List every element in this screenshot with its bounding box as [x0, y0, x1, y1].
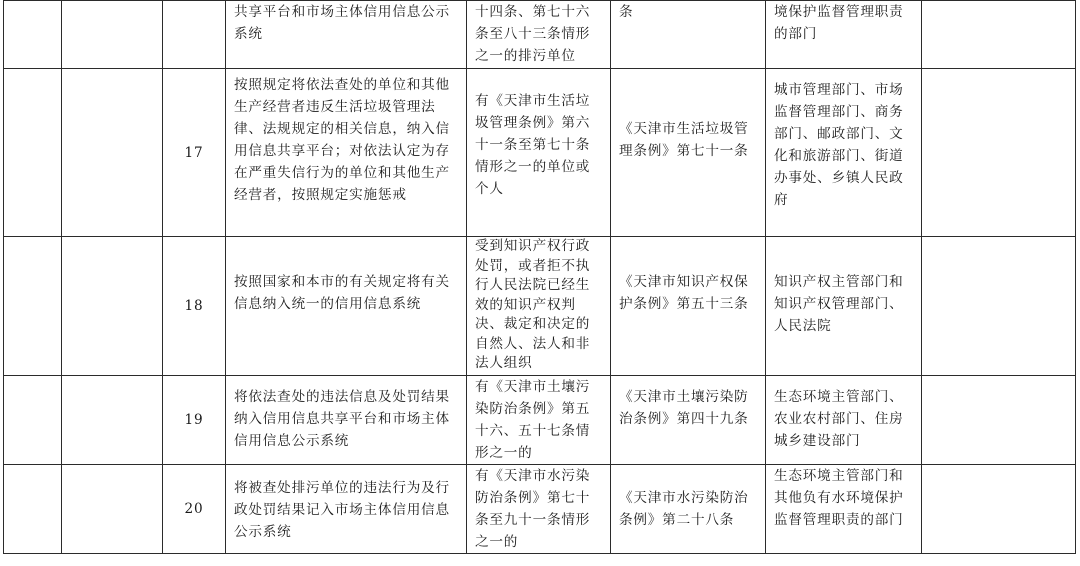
object-cell: 有《天津市土壤污染防治条例》第五十六、五十七条情形之一的	[467, 376, 611, 465]
department-cell: 境保护监督管理职责的部门	[766, 1, 922, 69]
table-cell-blank	[62, 465, 163, 554]
table-cell-blank	[62, 376, 163, 465]
measure-cell: 共享平台和市场主体信用信息公示系统	[226, 1, 467, 69]
row-number: 20	[163, 465, 226, 554]
table-cell-blank	[4, 69, 62, 237]
object-cell: 受到知识产权行政处罚，或者拒不执行人民法院已经生效的知识产权判决、裁定和决定的自然人、法人和非法人组织	[467, 237, 611, 376]
regulation-table	[3, 0, 1076, 554]
row-number: 17	[163, 69, 226, 237]
measure-cell: 将被查处排污单位的违法行为及行政处罚结果记入市场主体信用信息公示系统	[226, 465, 467, 554]
table-cell-blank	[4, 237, 62, 376]
department-cell: 知识产权主管部门和知识产权管理部门、人民法院	[766, 237, 922, 376]
remark-cell	[922, 376, 1076, 465]
basis-cell: 《天津市土壤污染防治条例》第四十九条	[611, 376, 766, 465]
measure-cell: 按照规定将依法查处的单位和其他生产经营者违反生活垃圾管理法律、法规规定的相关信息，纳入信用信息共享平台；对依法认定为存在严重失信行为的单位和其他生产经营者，按照规定实施惩戒	[226, 69, 467, 237]
table-row	[4, 376, 1076, 465]
basis-cell: 《天津市知识产权保护条例》第五十三条	[611, 237, 766, 376]
object-cell: 十四条、第七十六条至八十三条情形之一的排污单位	[467, 1, 611, 69]
basis-cell: 条	[611, 1, 766, 69]
row-number: 18	[163, 237, 226, 376]
table-row	[4, 237, 1076, 376]
remark-cell	[922, 1, 1076, 69]
row-number	[163, 1, 226, 69]
table-cell-blank	[4, 1, 62, 69]
row-number: 19	[163, 376, 226, 465]
table-cell-blank	[4, 465, 62, 554]
department-cell: 城市管理部门、市场监督管理部门、商务部门、邮政部门、文化和旅游部门、街道办事处、乡镇人民政府	[766, 69, 922, 237]
department-cell: 生态环境主管部门和其他负有水环境保护监督管理职责的部门	[766, 465, 922, 554]
measure-cell: 按照国家和本市的有关规定将有关信息纳入统一的信用信息系统	[226, 237, 467, 376]
table-cell-blank	[4, 376, 62, 465]
table-row	[4, 465, 1076, 554]
table-cell-blank	[62, 69, 163, 237]
object-cell: 有《天津市水污染防治条例》第七十条至九十一条情形之一的	[467, 465, 611, 554]
basis-cell: 《天津市生活垃圾管理条例》第七十一条	[611, 69, 766, 237]
department-cell: 生态环境主管部门、农业农村部门、住房城乡建设部门	[766, 376, 922, 465]
table-row	[4, 1, 1076, 69]
measure-cell: 将依法查处的违法信息及处罚结果纳入信用信息共享平台和市场主体信用信息公示系统	[226, 376, 467, 465]
table-cell-blank	[62, 237, 163, 376]
table-cell-blank	[62, 1, 163, 69]
table-row	[4, 69, 1076, 237]
remark-cell	[922, 237, 1076, 376]
remark-cell	[922, 69, 1076, 237]
object-cell: 有《天津市生活垃圾管理条例》第六十一条至第七十条情形之一的单位或个人	[467, 69, 611, 237]
remark-cell	[922, 465, 1076, 554]
basis-cell: 《天津市水污染防治条例》第二十八条	[611, 465, 766, 554]
